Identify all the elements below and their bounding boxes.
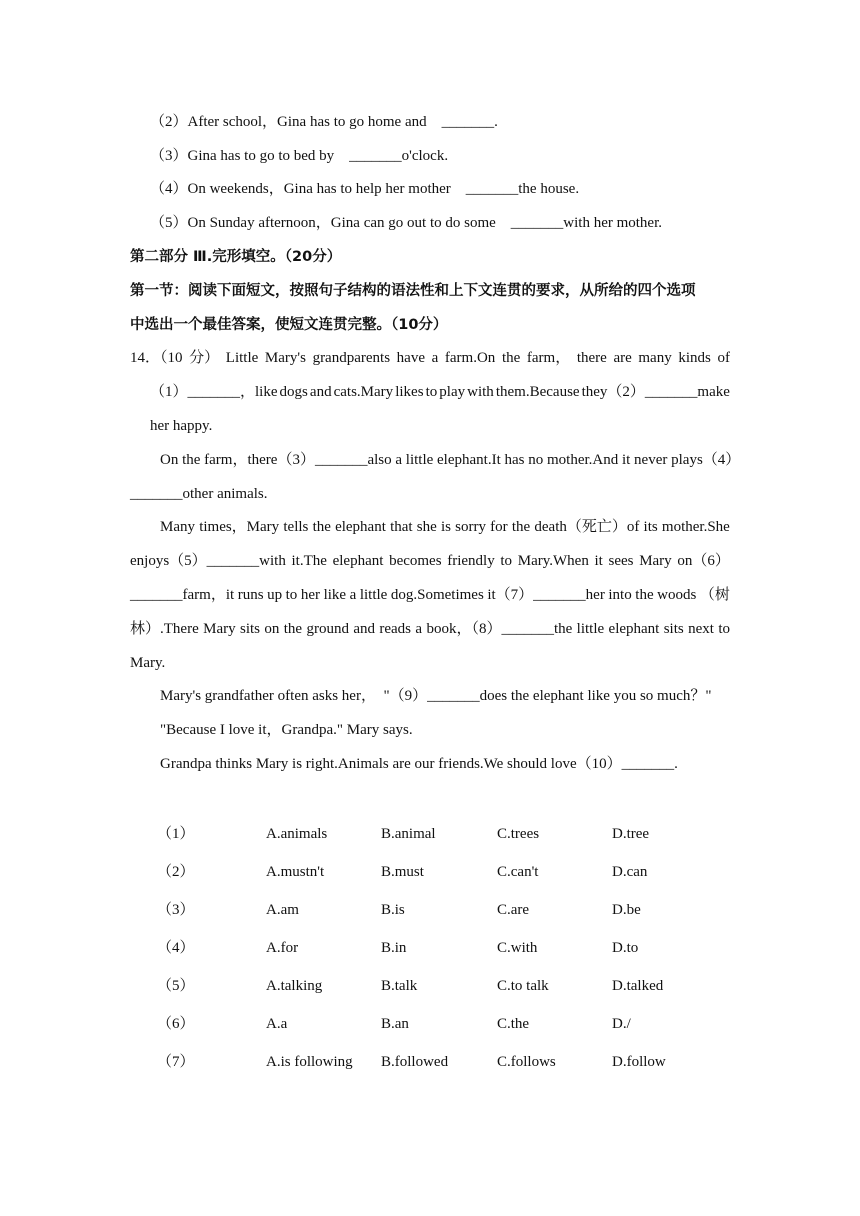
- word: elephant: [332, 553, 384, 569]
- word: little: [359, 587, 388, 603]
- word: like: [323, 587, 347, 603]
- word: the: [312, 519, 331, 535]
- word: a: [349, 587, 357, 603]
- word: woods: [657, 587, 697, 603]
- prev-item-3: （3）Gina has to go to bed by _______o'clock.: [150, 148, 449, 164]
- prev-item-5: （5）On Sunday afternoon，Gina can go out to do some _______with her mother.: [150, 215, 663, 231]
- word: ground: [306, 621, 349, 637]
- option-row: [0, 862, 860, 882]
- word: Mary: [203, 621, 236, 637]
- word: the: [283, 621, 303, 637]
- option-d: D.tree: [612, 826, 650, 842]
- word: to: [285, 587, 298, 603]
- q14-line-2: [150, 382, 730, 402]
- word: sits: [239, 621, 260, 637]
- option-a: A.mustn't: [266, 864, 325, 880]
- passage-p3-line-4: [130, 619, 730, 639]
- option-number: （6）: [157, 1016, 195, 1032]
- option-row: [0, 824, 860, 844]
- word: death（死亡）of: [534, 519, 640, 535]
- word: elephant: [608, 621, 660, 637]
- prev-item-4: （4）On weekends，Gina has to help her mother _______the house.: [150, 181, 580, 197]
- option-a: A.a: [266, 1016, 288, 1032]
- passage-p5: "Because I love it，Grandpa." Mary says.: [160, 722, 413, 738]
- word: many: [638, 350, 672, 366]
- word: becomes: [389, 553, 442, 569]
- passage-p3-line-2: [130, 551, 730, 571]
- word: farm，: [526, 350, 571, 366]
- option-d: D./: [612, 1016, 631, 1032]
- option-b: B.an: [381, 1016, 409, 1032]
- word: elephant: [335, 519, 386, 535]
- word: Mary's: [264, 350, 306, 366]
- option-row: [0, 1014, 860, 1034]
- option-d: D.to: [612, 940, 639, 956]
- word: are: [613, 350, 632, 366]
- option-a: A.is following: [266, 1054, 353, 1070]
- word: the: [511, 519, 531, 535]
- option-b: B.in: [381, 940, 407, 956]
- passage-p2-line-2: _______other animals.: [130, 486, 268, 502]
- word: play: [439, 384, 466, 400]
- option-number: （7）: [157, 1054, 195, 1070]
- word: the: [501, 350, 521, 366]
- word: likes: [395, 384, 424, 400]
- option-row: [0, 900, 860, 920]
- option-number: （3）: [157, 902, 195, 918]
- word: for: [490, 519, 508, 535]
- passage-p6: Grandpa thinks Mary is right.Animals are our friends.We should love（10）_______.: [160, 756, 678, 772]
- word: and: [309, 384, 332, 400]
- word: it: [594, 553, 603, 569]
- option-b: B.animal: [381, 826, 436, 842]
- word: reads: [379, 621, 412, 637]
- option-a: A.animals: [266, 826, 328, 842]
- option-d: D.follow: [612, 1054, 666, 1070]
- word: 分）: [189, 350, 220, 366]
- word: it（7）_______her: [487, 587, 605, 603]
- word: sits: [663, 621, 684, 637]
- word: sees: [608, 553, 634, 569]
- option-d: D.be: [612, 902, 641, 918]
- option-d: D.can: [612, 864, 648, 880]
- option-b: B.talk: [381, 978, 418, 994]
- option-row: [0, 976, 860, 996]
- word: on: [264, 621, 280, 637]
- option-number: （4）: [157, 940, 195, 956]
- passage-p4: Mary's grandfather often asks her， "（9）_______does the elephant like you so much？": [160, 688, 712, 704]
- word: a: [431, 350, 439, 366]
- option-c: C.the: [497, 1016, 530, 1032]
- option-a: A.talking: [266, 978, 323, 994]
- option-row: [0, 938, 860, 958]
- word: it.The: [291, 553, 327, 569]
- word: there: [576, 350, 607, 366]
- word: farm.On: [444, 350, 496, 366]
- word: kinds: [678, 350, 711, 366]
- word: 14．（10: [130, 350, 183, 366]
- part-heading: 第二部分 Ⅲ.完形填空。（20分）: [130, 249, 342, 265]
- word: into: [608, 587, 632, 603]
- word: have: [396, 350, 425, 366]
- word: tells: [283, 519, 309, 535]
- word: up: [267, 587, 283, 603]
- section-instruction-line-1: 第一节：阅读下面短文，按照句子结构的语法性和上下文连贯的要求，从所给的四个选项: [130, 283, 696, 299]
- word: them.Because: [495, 384, 580, 400]
- prev-item-2: （2）After school，Gina has to go home and _______.: [150, 114, 498, 130]
- option-c: C.with: [497, 940, 538, 956]
- option-c: C.are: [497, 902, 530, 918]
- word: her: [300, 587, 321, 603]
- word: Little: [225, 350, 259, 366]
- option-a: A.am: [266, 902, 299, 918]
- word: grandparents: [312, 350, 391, 366]
- word: cats.Mary: [333, 384, 394, 400]
- option-c: C.trees: [497, 826, 540, 842]
- option-c: C.can't: [497, 864, 539, 880]
- word: book，（8）_______the: [426, 621, 573, 637]
- word: and: [353, 621, 375, 637]
- word: its: [643, 519, 658, 535]
- word: to: [718, 621, 730, 637]
- option-c: C.to talk: [497, 978, 549, 994]
- word: enjoys（5）_______with: [130, 553, 286, 569]
- word: mother.She: [661, 519, 730, 535]
- word: dogs: [279, 384, 308, 400]
- word: of: [717, 350, 730, 366]
- option-a: A.for: [266, 940, 299, 956]
- option-b: B.is: [381, 902, 405, 918]
- q14-line-1: [130, 348, 730, 368]
- option-d: D.talked: [612, 978, 664, 994]
- word: a: [415, 621, 423, 637]
- word: Many: [160, 519, 195, 535]
- word: to: [425, 384, 438, 400]
- option-number: （5）: [157, 978, 195, 994]
- option-c: C.follows: [497, 1054, 556, 1070]
- word: dog.Sometimes: [390, 587, 484, 603]
- word: to: [500, 553, 513, 569]
- passage-p2-line-1: On the farm，there（3）_______also a little elephant.It has no mother.And it never plays（4）: [160, 452, 741, 468]
- word: sorry: [455, 519, 486, 535]
- word: runs: [237, 587, 264, 603]
- word: 林）.There: [130, 621, 199, 637]
- option-number: （2）: [157, 864, 195, 880]
- word: friendly: [447, 553, 495, 569]
- word: they（2）_______make: [581, 384, 730, 400]
- word: little: [576, 621, 605, 637]
- option-b: B.followed: [381, 1054, 449, 1070]
- word: is: [440, 519, 451, 535]
- word: （树: [699, 587, 730, 603]
- word: Mary: [639, 553, 672, 569]
- option-b: B.must: [381, 864, 424, 880]
- word: _______farm，it: [130, 587, 235, 603]
- word: on（6）: [677, 553, 730, 569]
- word: times，Mary: [199, 519, 280, 535]
- word: with: [467, 384, 494, 400]
- option-number: （1）: [157, 826, 195, 842]
- passage-p3-line-3: [130, 585, 730, 605]
- word: （1）_______，like: [150, 384, 278, 400]
- passage-p3-line-5: Mary.: [130, 655, 166, 671]
- passage-p3-line-1: [160, 517, 730, 537]
- word: Mary.When: [517, 553, 589, 569]
- option-row: [0, 1052, 860, 1072]
- word: that: [390, 519, 413, 535]
- word: she: [416, 519, 437, 535]
- word: next: [688, 621, 714, 637]
- word: the: [635, 587, 654, 603]
- q14-line-3: her happy.: [150, 418, 213, 434]
- section-instruction-line-2: 中选出一个最佳答案，使短文连贯完整。（10分）: [130, 317, 448, 333]
